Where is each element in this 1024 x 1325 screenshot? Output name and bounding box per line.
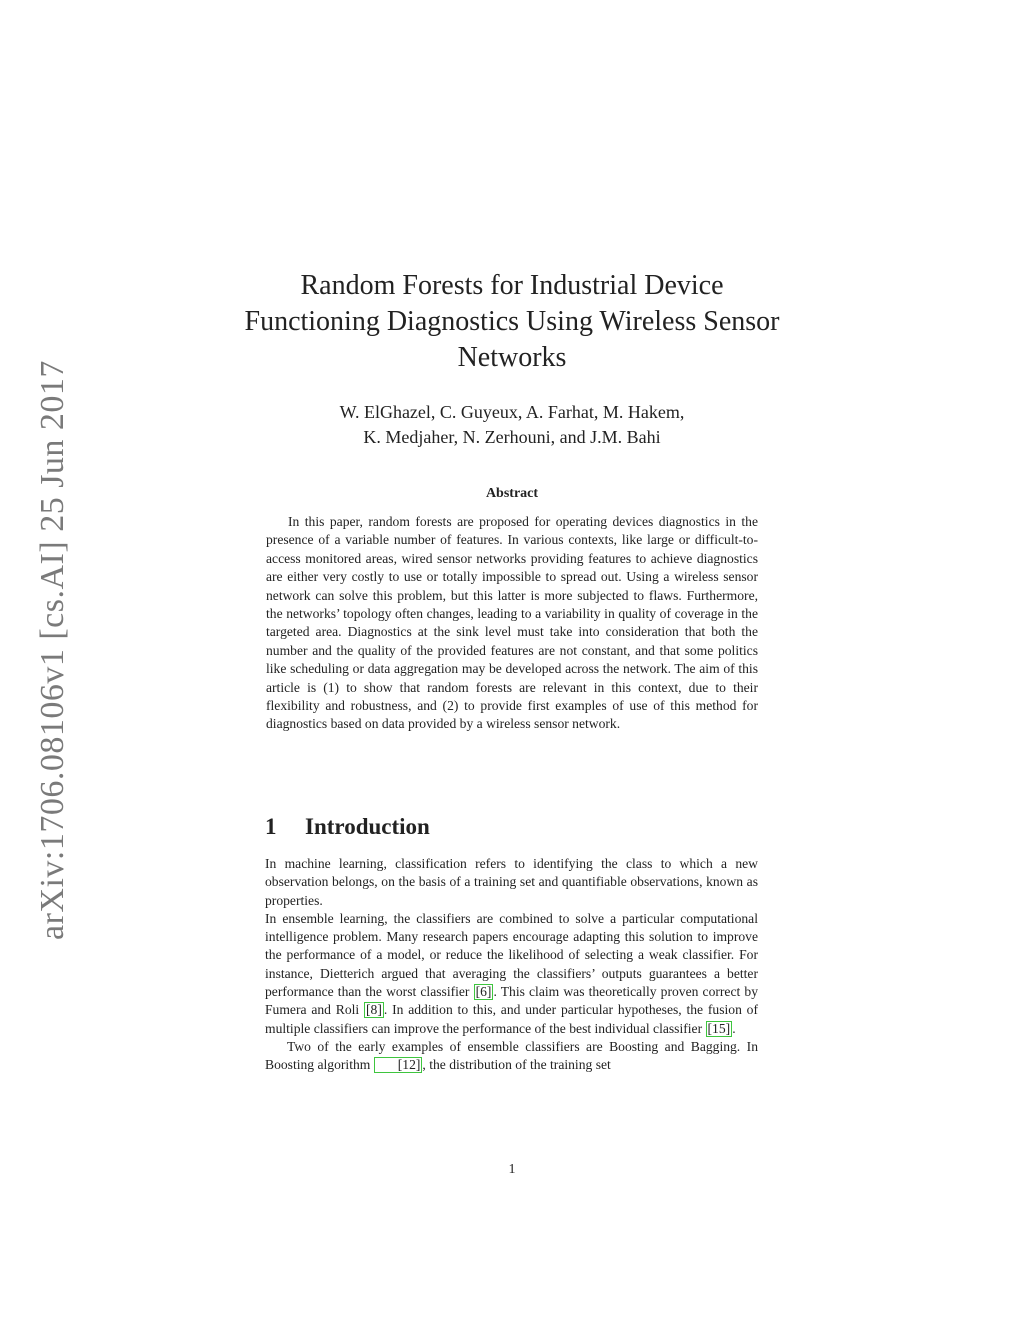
abstract-body: In this paper, random forests are proposed for operating devices diagnostics in the presence of a variable number of features. In various contexts, like large or difficult-to-access monitored areas, wired sensor networks providing features to achieve diagnostics are either very costly to use or totally impossible to spread out. Using a wireless sensor network can solve this problem, but this latter is more subjected to flaws. Furthermore, the networks’ topology often changes, leading to a variability in quality of coverage in the targeted area. Diagnostics at the sink level must take into consideration that both the number and the quality of the provided features are not constant, and that some politics like scheduling or data aggregation may be developed across the network. The aim of this article is (1) to show that random forests are relevant in this context, due to their flexibility and robustness, and (2) to provide first examples of use of this method for diagnostics based on data provided by a wireless sensor network. (266, 514, 758, 732)
author-line: K. Medjaher, N. Zerhouni, and J.M. Bahi (363, 427, 661, 447)
citation-link[interactable]: [6] (475, 984, 492, 1000)
page-number: 1 (508, 1162, 516, 1177)
citation-link[interactable]: [15] (707, 1020, 731, 1036)
section-title: Introduction (305, 814, 430, 839)
paragraph-text: . (732, 1020, 736, 1036)
title-line: Functioning Diagnostics Using Wireless Sensor (244, 306, 780, 337)
section-heading (265, 814, 430, 840)
intro-paragraph-3 (265, 1038, 758, 1075)
paragraph-text: , the distribution of the training set (422, 1057, 611, 1073)
citation-link[interactable]: [8] (366, 1002, 382, 1018)
paragraph-text: . In addition to this, and under particular hypotheses, the fusion of multiple classifiers can improve the performance of the best individual classifier (265, 1002, 759, 1036)
author-line: W. ElGhazel, C. Guyeux, A. Farhat, M. Hakem, (339, 402, 685, 422)
paragraph-text: . This claim was theoretically proven correct by Fumera and Roli (265, 984, 758, 1018)
abstract-heading: Abstract (485, 486, 539, 501)
paragraph-text: In ensemble learning, the classifiers are combined to solve a particular computational intelligence problem. Many research papers encourage adapting this solution to improve the performance of a model, or reduce the likelihood of selecting a weak classifier. For instance, Dietterich argued that averaging the classifiers’ outputs guarantees a better performance than the worst classifier (265, 910, 758, 1000)
author-list (200, 400, 824, 450)
paragraph-text: Two of the early examples of ensemble classifiers are Boosting and Bagging. In Boosting algorithm (265, 1038, 758, 1073)
arxiv-identifier: arXiv:1706.08106v1 [cs.AI] 25 Jun 2017 (34, 360, 71, 940)
intro-paragraph-2 (265, 910, 758, 1038)
introduction-body (265, 855, 758, 1075)
intro-paragraph-1: In machine learning, classification refers to identifying the class to which a new observation belongs, on the basis of a training set and quantifiable observations, known as properties. (265, 856, 758, 908)
title-line: Networks (457, 342, 567, 373)
section-number: 1 (265, 814, 277, 839)
paper-title (200, 268, 824, 376)
citation-link[interactable]: [12] (374, 1057, 423, 1073)
title-line: Random Forests for Industrial Device (300, 270, 724, 301)
